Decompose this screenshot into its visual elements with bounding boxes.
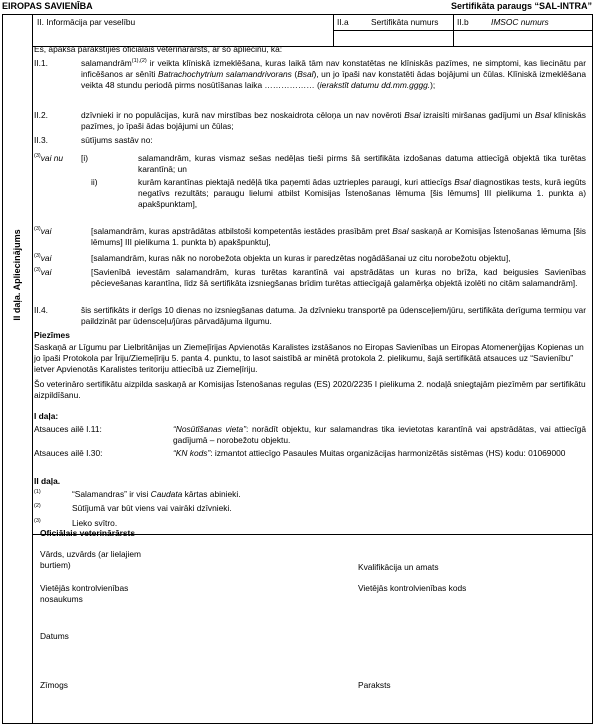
- opt4-tag: $^{(3)}$vai: [34, 267, 52, 277]
- opt1-i-key: [i): [81, 153, 88, 163]
- box11-text: “Nosūtīšanas vieta”: norādīt objektu, kur salamandras tika ievietotas karantīnā vai apstrādātas, vai attiecīgā gadījumā – norobežotu objektu.: [173, 424, 586, 445]
- part2-title: II daļa.: [34, 476, 61, 486]
- ii4-text: šis sertifikāts ir derīgs 10 dienas no izsniegšanas datuma. Ja dzīvnieku transportē pa ūdensceļiem/jūru, sertifikāta derīguma termiņu var paildzināt par ūdensceļu/jūras pārvadājuma ilgumu.: [81, 305, 586, 326]
- box11-key: Atsauces ailē I.11:: [34, 424, 102, 434]
- opt2-tag: $^{(3)}$vai: [34, 226, 52, 236]
- ii3-text: sūtījums sastāv no:: [81, 135, 153, 145]
- signature-sign-label: Paraksts: [358, 680, 391, 690]
- opt3-text: [salamandrām, kuras nāk no norobežota objekta un kuras ir paredzētas nogādāšanai uz citu norobežotu objektu],: [91, 253, 511, 263]
- part1-title: I daļa:: [34, 411, 59, 421]
- fn3-text: Lieko svītro.: [72, 518, 118, 528]
- header-union: EIROPAS SAVIENĪBA: [2, 1, 93, 11]
- side-label: II daļa. Apliecinājums: [11, 228, 22, 321]
- cell-iib: [453, 15, 592, 46]
- box30-key: Atsauces ailē I.30:: [34, 448, 103, 458]
- notes-p1: Saskaņā ar Līgumu par Lielbritānijas un Ziemeļīrijas Apvienotās Karalistes izstāšanos no Eiropas Savienības un Eiropas Atomenerģijas Kopienas un jo īpaši Protokola par Īriju/Ziemeļīriju 5. panta 4. punktu, to lasot saistībā ar minētā protokola 2. pielikumu, šajā sertifikātā atsauces uz “Savienību” ietver Apvienotās Karalistes teritoriju attiecībā uz Ziemeļīriju.: [34, 342, 584, 374]
- opt3-tag: $^{(3)}$vai: [34, 253, 52, 263]
- fn2-text: Sūtījumā var būt viens vai vairāki dzīvnieki.: [72, 503, 232, 513]
- fn3-key: (3): [34, 518, 41, 525]
- ii3-number: II.3.: [34, 135, 48, 145]
- page-header: [0, 0, 594, 14]
- signature-date-label: Datums: [40, 631, 69, 641]
- fn1-key: (1): [34, 489, 41, 496]
- signature-unit-name-label: Vietējās kontrolvienības nosaukums: [40, 583, 129, 604]
- cell-iia: [333, 15, 453, 46]
- opt1-ii-text: kurām karantīnas piektajā nedēļā tika paņemti ādas uztrieples paraugi, kuri attiecīgs Bsal diagnostikas tests, kurā iegūts negatīvs rezultāts; paraugu lielumi atbilst Komisijas Īstenošanas lēmuma [šis lēmums] III pielikuma 1. punkta a) apakšpunktam],: [138, 177, 586, 209]
- opt4-text: [Savienībā ievestām salamandrām, kuras turētas karantīnā vai apstrādātas un kuras no brīža, kad beigusies Savienības pēcievešanas karantīna, līdz šā sertifikāta izsniegšanas brīdim turētas attiecīgajā galamērķa objektā izolēti no citām salamandrām].: [91, 267, 586, 288]
- header-row: [33, 15, 592, 47]
- ii1-text: salamandrām$^{(1),(2)}$ ir veikta klīniskā izmeklēšana, kuras laikā tām nav konstatētas ne klīniskās pazīmes, ne simptomi, kas liecinātu par inficēšanos ar sēnīti Batrachochytrium salamandrivorans (Bsal), un jo īpaši nav konstatēti ādas bojājumi un čūlas. Klīniskā izmeklēšana veikta 48 stundu periodā pirms nosūtīšanas laika ……………… (ierakstīt datumu dd.mm.gggg.);: [81, 58, 586, 90]
- cell-iia-label: Sertifikāta numurs: [371, 17, 439, 28]
- opt2-text: [salamandrām, kuras apstrādātas atbilstoši kompetentās iestādes prasībām pret Bsal saskaņā ar Komisijas Īstenošanas lēmuma [šis lēmums] III pielikuma 1. punkta b) apakšpunktu],: [91, 226, 586, 247]
- intro-text: Es, apakšā parakstījies oficiālais veterinārārsts, ar šo apliecinu, ka:: [34, 44, 283, 54]
- signature-stamp-label: Zīmogs: [40, 680, 68, 690]
- section-title: II. Informācija par veselību: [37, 17, 136, 27]
- ii2-text: dzīvnieki ir no populācijas, kurā nav mirstības bez noskaidrota cēloņa un nav novēroti Bsal izraisīti miršanas gadījumi un Bsal klīniskās pazīmes, jo īpaši ādas bojājumi un čūlas;: [81, 110, 586, 131]
- signature-title: Oficiālais veterinārārsts: [40, 528, 135, 538]
- header-model: Sertifikāta paraugs “SAL-INTRA”: [450, 1, 592, 11]
- cell-iia-key: II.a: [337, 17, 349, 28]
- ii1-number: II.1.: [34, 58, 48, 68]
- box30-text: “KN kods”: izmantot attiecīgo Pasaules Muitas organizācijas harmonizētās sistēmas (HS) kodu: 01069000: [173, 448, 566, 458]
- fn1-text: “Salamandras” ir visi Caudata kārtas abinieki.: [72, 489, 241, 499]
- ii4-number: II.4.: [34, 305, 48, 315]
- notes-title: Piezīmes: [34, 330, 70, 340]
- side-column: [3, 15, 33, 534]
- opt1-tag: $^{(3)}$vai nu: [34, 153, 64, 163]
- signature-unit-code-label: Vietējās kontrolvienības kods: [358, 583, 467, 593]
- cell-iib-key: II.b: [457, 17, 469, 28]
- fn2-key: (2): [34, 503, 41, 510]
- signature-name-label: Vārds, uzvārds (ar lielajiem burtiem): [40, 549, 141, 570]
- opt1-i-text: salamandrām, kuras vismaz sešas nedēļas tieši pirms šā sertifikāta izdošanas datuma attiecīgā objektā tika turētas karantīnā; un: [138, 153, 586, 174]
- opt1-ii-key: ii): [91, 177, 98, 187]
- signature-qual-label: Kvalifikācija un amats: [358, 562, 439, 572]
- ii2-number: II.2.: [34, 110, 48, 120]
- notes-p2: Šo veterināro sertifikātu aizpilda saskaņā ar Komisijas Īstenošanas regulas (ES) 2020/2235 I pielikuma 2. nodaļā sniegtajām piezīmēm par sertifikātu aizpildīšanu.: [34, 379, 586, 400]
- side-column-signature: [3, 534, 33, 723]
- cell-iib-label: IMSOC numurs: [491, 17, 549, 28]
